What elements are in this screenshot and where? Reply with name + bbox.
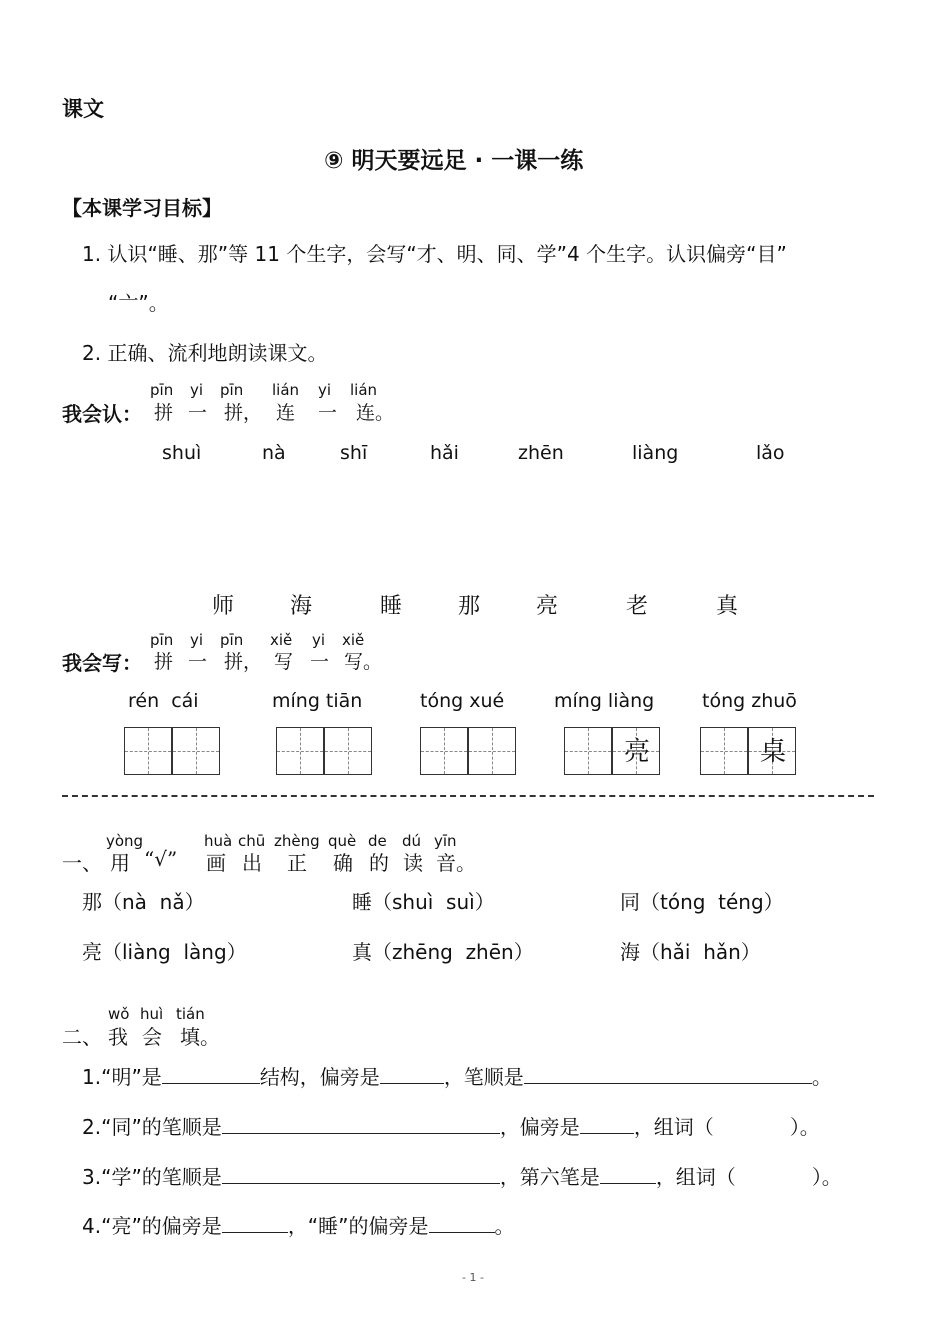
- recognize-bottom-char-6: 真: [716, 594, 739, 619]
- recognize-bottom-char-1: 海: [290, 594, 313, 619]
- q2-l4-text: ，“睡”的偏旁是: [287, 1214, 429, 1238]
- write-pinyin-1: yi: [190, 631, 204, 649]
- q1-option[interactable]: 真（zhēng zhēn）: [352, 940, 534, 964]
- grid-char: [469, 728, 517, 776]
- write-pinyin-0: pīn: [150, 631, 174, 649]
- write-char-0: 拼: [154, 651, 174, 673]
- answer-blank[interactable]: [600, 1163, 656, 1184]
- write-word-pinyin: tóng xué: [420, 690, 505, 712]
- q1-pinyin-6: dú: [402, 832, 422, 850]
- write-pinyin-2: pīn: [220, 631, 244, 649]
- goal-1-line-2: “亠”。: [108, 291, 169, 315]
- q2-line-1: [82, 1063, 832, 1090]
- answer-blank[interactable]: [524, 1063, 812, 1084]
- recognize-bottom-char-3: 那: [458, 594, 481, 619]
- q1-pinyin-1: huà: [204, 832, 233, 850]
- q1-char-5: 确: [333, 851, 353, 875]
- recognize-pinyin-5: lián: [350, 381, 378, 399]
- q1-char-0: 用: [110, 851, 130, 875]
- goals-heading: 【本课学习目标】: [62, 196, 222, 220]
- recognize-pinyin-1: yi: [190, 381, 204, 399]
- recognize-bottom-char-0: 师: [212, 594, 235, 619]
- grid-char: [325, 728, 373, 776]
- q2-l3-text: ，组词（: [655, 1165, 736, 1189]
- writing-grid-cell[interactable]: [748, 727, 796, 775]
- writing-grid-cell[interactable]: [124, 727, 172, 775]
- q1-option[interactable]: 同（tóng téng）: [620, 890, 784, 914]
- write-pinyin-3: xiě: [270, 631, 293, 649]
- recognize-bottom-char-4: 亮: [536, 594, 559, 619]
- q2-pinyin-1: huì: [140, 1005, 164, 1023]
- recognize-pinyin-3: lián: [272, 381, 300, 399]
- q1-char-6: 的: [369, 851, 389, 875]
- goal-2: 2. 正确、流利地朗读课文。: [82, 341, 328, 365]
- grid-char: [173, 728, 221, 776]
- q1-option[interactable]: 亮（liàng làng）: [82, 940, 247, 964]
- write-char-5: 写。: [344, 651, 383, 673]
- write-char-2: 拼，: [224, 651, 263, 673]
- section-label: 课文: [62, 97, 104, 121]
- grid-char: 亮: [623, 737, 650, 767]
- recognize-char-5: 连。: [356, 402, 395, 424]
- q2-prefix: 二、: [62, 1025, 102, 1049]
- q1-pinyin-7: yīn: [434, 832, 457, 850]
- q1-pinyin-0: yòng: [106, 832, 144, 850]
- writing-grid-cell[interactable]: [172, 727, 220, 775]
- grid-char: [277, 728, 325, 776]
- writing-grid-cell[interactable]: [324, 727, 372, 775]
- recognize-char-2: 拼，: [224, 402, 263, 424]
- q2-l1-text: 1.“明”是: [82, 1065, 162, 1089]
- writing-grid-cell[interactable]: [700, 727, 748, 775]
- recognize-top-pinyin-6: lǎo: [756, 442, 785, 464]
- write-word-pinyin: míng tiān: [272, 690, 363, 712]
- recognize-pinyin-0: pīn: [150, 381, 174, 399]
- writing-grid-cell[interactable]: [564, 727, 612, 775]
- recognize-char-4: 一: [318, 402, 338, 424]
- q2-char-1: 会: [142, 1025, 162, 1049]
- q1-pinyin-2: chū: [238, 832, 266, 850]
- q2-l3-text: ，第六笔是: [499, 1165, 600, 1189]
- answer-blank[interactable]: [380, 1063, 444, 1084]
- write-char-3: 写: [274, 651, 294, 673]
- recognize-top-pinyin-3: hǎi: [430, 442, 459, 464]
- q2-pinyin-0: wǒ: [108, 1005, 130, 1023]
- q2-l2-text: ，组词（: [633, 1115, 714, 1139]
- page-number: - 1 -: [462, 1271, 484, 1284]
- q1-option[interactable]: 那（nà nǎ）: [82, 890, 205, 914]
- goal-1-line-1: 1. 认识“睡、那”等 11 个生字，会写“才、明、同、学”4 个生字。认识偏旁“目”: [82, 242, 787, 266]
- recognize-label: 我会认：: [62, 402, 142, 426]
- grid-char: [421, 728, 469, 776]
- q1-char-4: 正: [287, 851, 307, 875]
- recognize-top-pinyin-0: shuì: [162, 442, 202, 464]
- q2-line-3: [82, 1163, 842, 1190]
- q2-line-4: [82, 1212, 515, 1239]
- q1-pinyin-4: què: [328, 832, 357, 850]
- recognize-bottom-char-5: 老: [626, 594, 649, 619]
- q1-option[interactable]: 海（hǎi hǎn）: [620, 940, 761, 964]
- q2-l1-text: ，笔顺是: [443, 1065, 524, 1089]
- recognize-char-0: 拼: [154, 402, 174, 424]
- q2-pinyin-2: tián: [176, 1005, 205, 1023]
- write-char-1: 一: [188, 651, 208, 673]
- page-title: ⑨ 明天要远足 · 一课一练: [324, 148, 584, 174]
- recognize-char-1: 一: [188, 402, 208, 424]
- q2-line-2: [82, 1113, 820, 1140]
- recognize-char-3: 连: [276, 402, 296, 424]
- q2-l3-text: ）。: [811, 1165, 842, 1189]
- q1-option[interactable]: 睡（shuì suì）: [352, 890, 495, 914]
- grid-char: [565, 728, 613, 776]
- grid-char: 桌: [759, 737, 786, 767]
- recognize-top-pinyin-2: shī: [340, 442, 368, 464]
- answer-blank[interactable]: [222, 1212, 288, 1233]
- write-pinyin-4: yi: [312, 631, 326, 649]
- q1-char-8: 音。: [436, 851, 476, 875]
- q2-l3-text: 3.“学”的笔顺是: [82, 1165, 222, 1189]
- q1-prefix: 一、: [62, 851, 102, 875]
- answer-blank[interactable]: [162, 1063, 260, 1084]
- recognize-pinyin-2: pīn: [220, 381, 244, 399]
- q2-l2-text: ）。: [789, 1115, 820, 1139]
- q2-l4-text: 4.“亮”的偏旁是: [82, 1214, 222, 1238]
- write-word-pinyin: rén cái: [128, 690, 199, 712]
- answer-blank[interactable]: [429, 1212, 495, 1233]
- q1-char-1: “√”: [144, 847, 178, 871]
- writing-grid-cell[interactable]: [276, 727, 324, 775]
- writing-grid-cell[interactable]: [468, 727, 516, 775]
- q2-l1-text: 。: [811, 1065, 832, 1089]
- answer-blank[interactable]: [222, 1113, 500, 1134]
- q2-l1-text: 结构，偏旁是: [259, 1065, 380, 1089]
- recognize-bottom-char-2: 睡: [380, 594, 403, 619]
- write-char-4: 一: [310, 651, 330, 673]
- answer-blank[interactable]: [222, 1163, 500, 1184]
- answer-blank[interactable]: [580, 1113, 634, 1134]
- section-divider: [62, 795, 874, 797]
- write-pinyin-5: xiě: [342, 631, 365, 649]
- q1-pinyin-5: de: [368, 832, 387, 850]
- writing-grid-cell[interactable]: [420, 727, 468, 775]
- writing-grid-cell[interactable]: [612, 727, 660, 775]
- recognize-top-pinyin-5: liàng: [632, 442, 679, 464]
- q2-char-2: 填。: [180, 1025, 220, 1049]
- q1-char-7: 读: [403, 851, 423, 875]
- write-word-pinyin: tóng zhuō: [702, 690, 797, 712]
- q1-pinyin-3: zhèng: [274, 832, 320, 850]
- write-word-pinyin: míng liàng: [554, 690, 655, 712]
- q2-l4-text: 。: [494, 1214, 515, 1238]
- recognize-top-pinyin-1: nà: [262, 442, 286, 464]
- q2-l2-text: 2.“同”的笔顺是: [82, 1115, 222, 1139]
- recognize-top-pinyin-4: zhēn: [518, 442, 564, 464]
- q1-char-2: 画: [206, 851, 226, 875]
- write-label: 我会写：: [62, 651, 142, 675]
- recognize-pinyin-4: yi: [318, 381, 332, 399]
- q2-char-0: 我: [108, 1025, 128, 1049]
- q2-l2-text: ，偏旁是: [499, 1115, 580, 1139]
- grid-char: [125, 728, 173, 776]
- q1-char-3: 出: [242, 851, 262, 875]
- grid-char: [701, 728, 749, 776]
